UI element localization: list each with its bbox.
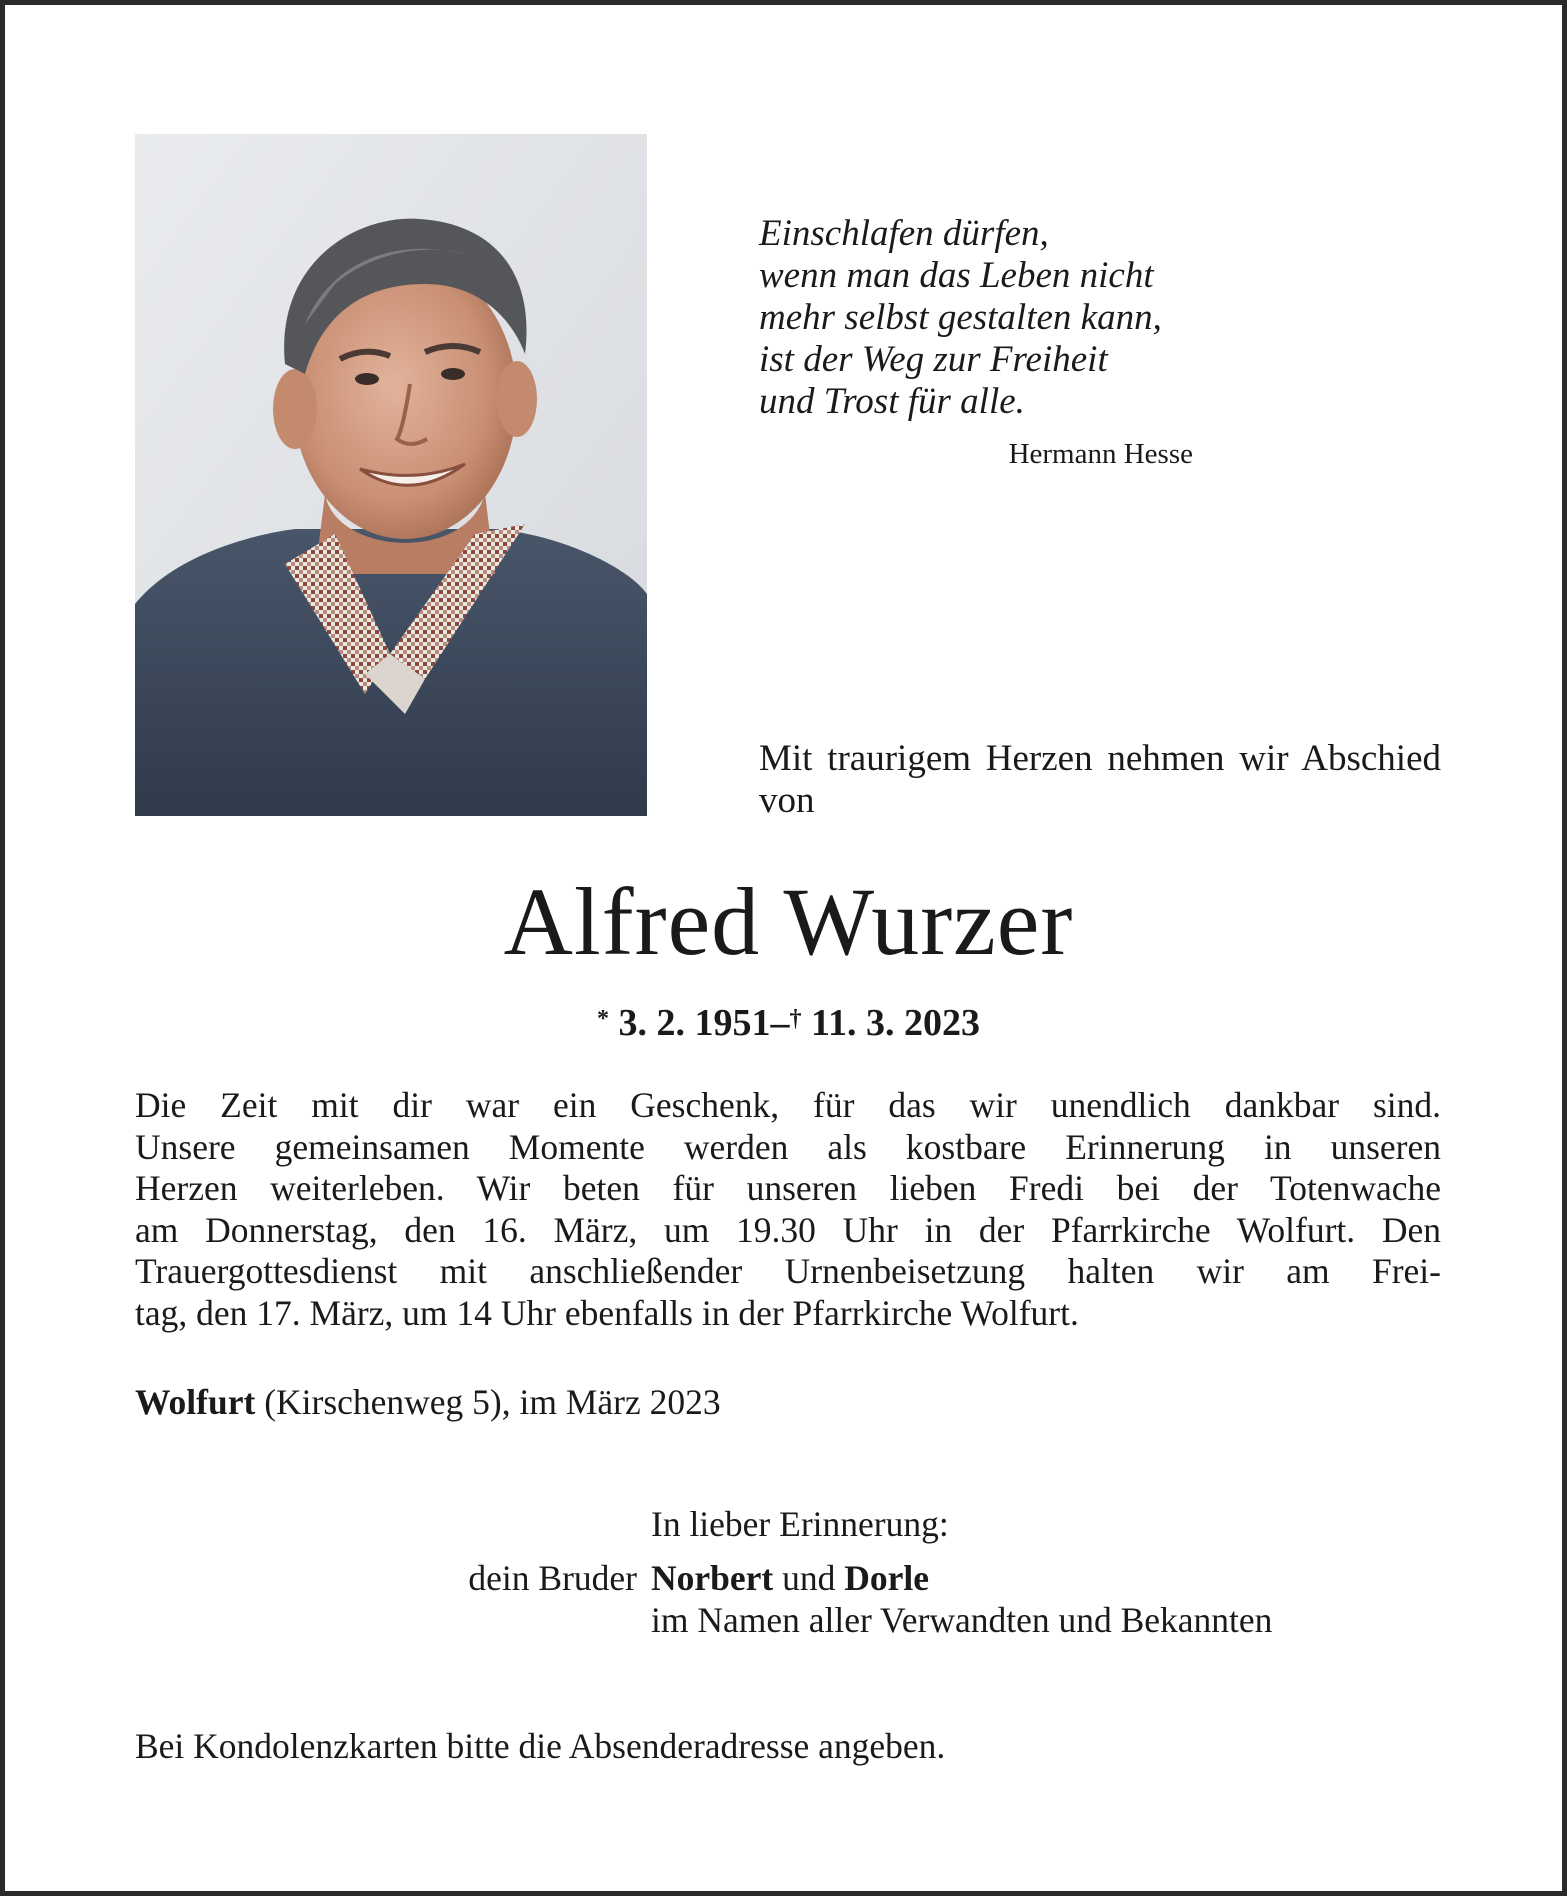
quote-author: Hermann Hesse: [1008, 438, 1193, 470]
quote-line: Einschlafen dürfen,: [759, 213, 1049, 254]
birth-date: 3. 2. 1951: [618, 1002, 771, 1044]
quote-line: mehr selbst gestalten kann,: [759, 297, 1162, 338]
death-date: 11. 3. 2023: [811, 1002, 980, 1044]
death-symbol: †: [789, 1006, 802, 1032]
signature-name-2: Dorle: [844, 1558, 929, 1598]
birth-symbol: *: [597, 1006, 610, 1032]
body-line: Trauergottesdienst mit anschließender Urnenbeisetzung halten wir am Frei-: [135, 1251, 1441, 1291]
body-line: am Donnerstag, den 16. März, um 19.30 Uhr in der Pfarrkirche Wolfurt. Den: [135, 1209, 1441, 1250]
condolence-note: Bei Kondolenzkarten bitte die Absenderadresse angeben.: [135, 1726, 946, 1766]
signature-prefix: dein Bruder: [468, 1558, 637, 1598]
deceased-name: Alfred Wurzer: [503, 868, 1074, 975]
place-town: Wolfurt: [135, 1382, 256, 1422]
quote-line: wenn man das Leben nicht: [759, 255, 1154, 296]
farewell-text: Mit traurigem Herzen nehmen wir Abschied von: [759, 738, 1441, 821]
obituary-body: [135, 1085, 1441, 1334]
signature-name-1: Norbert: [651, 1558, 774, 1598]
life-dates: [5, 999, 1567, 1047]
signature-names: [651, 1557, 929, 1599]
memory-intro: In lieber Erinnerung:: [651, 1504, 949, 1544]
signature-relatives: im Namen aller Verwandten und Bekannten: [651, 1600, 1273, 1640]
body-line: tag, den 17. März, um 14 Uhr ebenfalls in der Pfarrkirche Wolfurt.: [135, 1292, 1079, 1333]
body-line: Unsere gemeinsamen Momente werden als kostbare Erinnerung in unseren: [135, 1126, 1441, 1167]
quote-line: und Trost für alle.: [759, 381, 1025, 422]
body-line: Herzen weiterleben. Wir beten für unseren lieben Fredi bei der Totenwache: [135, 1168, 1441, 1208]
quote-line: ist der Weg zur Freiheit: [759, 339, 1108, 380]
hesse-quote: [759, 213, 1219, 423]
place-address-date: (Kirschenweg 5), im März 2023: [255, 1382, 721, 1422]
signature-connector: und: [773, 1558, 845, 1598]
place-date-line: [135, 1381, 1035, 1423]
portrait-photo: [135, 134, 647, 816]
body-line: Die Zeit mit dir war ein Geschenk, für das wir unendlich dankbar sind.: [135, 1085, 1441, 1125]
date-separator: –: [770, 1002, 790, 1044]
